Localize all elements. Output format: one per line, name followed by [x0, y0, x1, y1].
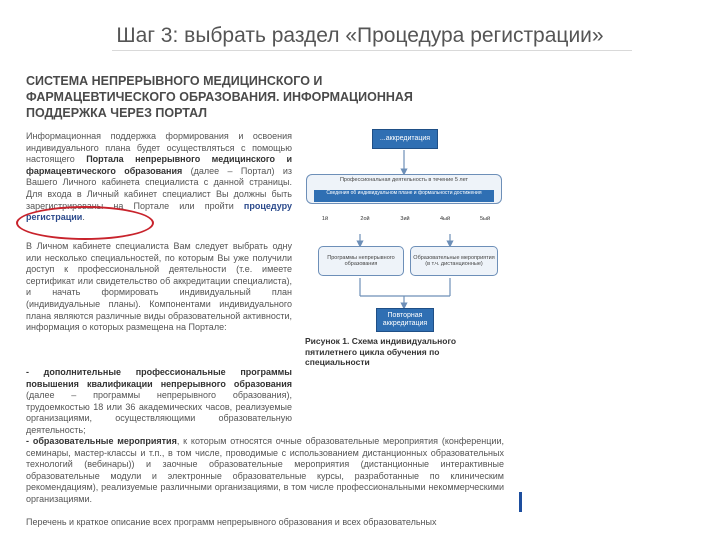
- events-bold: - образовательные мероприятия: [26, 436, 177, 446]
- diagram-connectors: [300, 124, 508, 338]
- events-text: , к которым относятся очные образовательные мероприятия (конференции, семинары, мастер-классы и т.п., в том числе, проводимые с использованием дистанционных образовательных технологий (вебинары)) и заочные образовательные мероприятия (дистанционные интерактивные образовательные модули и электронные образовательные курсы, разработанные по клиническим рекомендациям), реализуемые различными организациями, в том числе профессиональными некоммерческими организациями.: [26, 436, 504, 504]
- slide-title: Шаг 3: выбрать раздел «Процедура регистрации»: [116, 24, 604, 47]
- intro-text-end: .: [82, 212, 85, 223]
- list-paragraph: Перечень и краткое описание всех программ непрерывного образования и всех образовательных: [26, 517, 437, 527]
- reaccreditation-box: Повторная аккредитация: [376, 308, 434, 332]
- intro-text-middle: (далее – Портал) из Вашего Личного кабинета специалиста с данной страницы. Для входа в Личный кабинет специалист Вы должны быть зарегистрированы на Портале или пройти: [26, 165, 292, 211]
- programs-text: (далее – программы непрерывного образования), трудоемкостью 18 или 36 академических часов, реализуемые организациями, осуществляющими образовательную деятельность;: [26, 390, 292, 435]
- year-tick: 4ый: [439, 216, 451, 222]
- registration-link[interactable]: процедуру регистрации: [26, 200, 292, 223]
- registration-highlight-oval: [16, 206, 154, 240]
- year-tick: 1й: [321, 216, 329, 222]
- plan-band: Сведения об индивидуальном плане и формальности достижения: [314, 190, 494, 202]
- events-paragraph: [26, 436, 504, 506]
- year-tick: 5ый: [479, 216, 491, 222]
- year-tick: 3ий: [400, 216, 410, 222]
- cabinet-paragraph: В Личном кабинете специалиста Вам следует выбрать одну или несколько специальностей, по которым Вы уже получили доступ к профессиональной деятельности (т.е. имеете сертификат или свидетельство об аккредитации специалиста), и начать формировать индивидуальный план (индивидуальные планы). Компонентами индивидуального плана являются различные виды образовательной активности, информация о которых размещена на Портале:: [26, 241, 292, 333]
- intro-text-start: Информационная поддержка формирования и освоения индивидуального плана будет осуществляться с помощью настоящего: [26, 131, 292, 165]
- events-box: Образовательные мероприятия (в т.ч. дистанционные): [410, 246, 498, 276]
- programs-box: Программы непрерывного образования: [318, 246, 404, 276]
- figure-caption: Рисунок 1. Схема индивидуального пятилетнего цикла обучения по специальности: [305, 336, 457, 367]
- document-heading: СИСТЕМА НЕПРЕРЫВНОГО МЕДИЦИНСКОГО И ФАРМАЦЕВТИЧЕСКОГО ОБРАЗОВАНИЯ. ИНФОРМАЦИОННАЯ ПОДДЕРЖКА ЧЕРЕЗ ПОРТАЛ: [26, 74, 413, 120]
- year-ticks: [310, 216, 500, 226]
- cycle-label: Профессиональная деятельность в течение 5 лет: [339, 177, 469, 183]
- blue-edge-mark: [519, 492, 522, 512]
- programs-bold: - дополнительные профессиональные программы повышения квалификации непрерывного образования: [26, 367, 292, 389]
- education-cycle-diagram: [300, 124, 508, 338]
- portal-name: Портала непрерывного медицинского и фармацевтического образования: [26, 154, 292, 176]
- year-tick: 2ой: [360, 216, 370, 222]
- accreditation-box: ...аккредитация: [372, 129, 438, 149]
- programs-paragraph: [26, 367, 292, 437]
